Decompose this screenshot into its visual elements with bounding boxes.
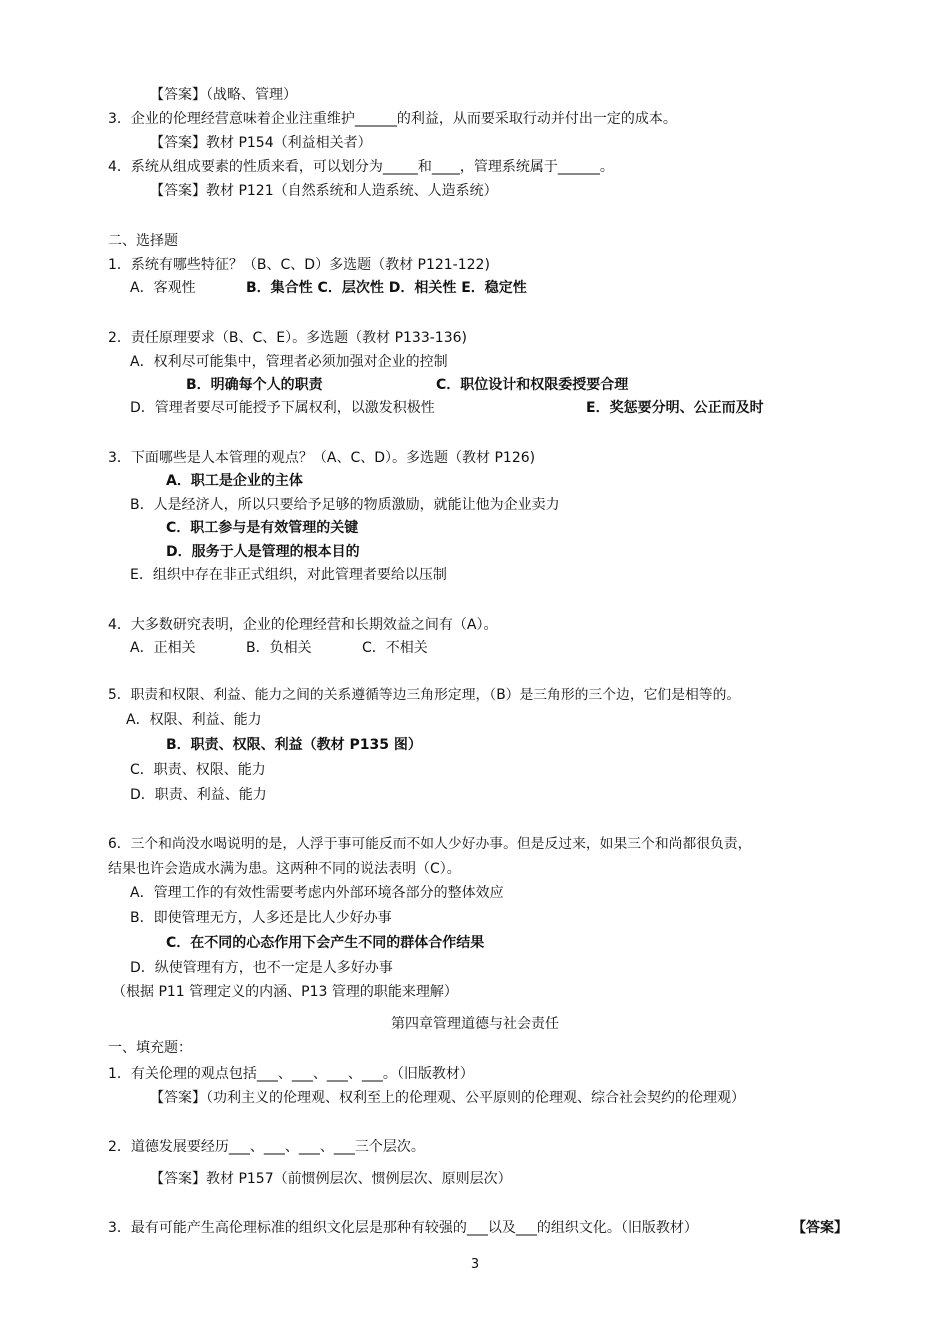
question-line: 3．最有可能产生高伦理标准的组织文化层是那种有较强的___以及___的组织文化。（旧版教材）: [108, 1220, 698, 1236]
option-line: D．职责、利益、能力: [130, 787, 267, 803]
question-line: 3．企业的伦理经营意味着企业注重维护______的利益，从而要采取行动并付出一定的成本。: [108, 111, 677, 127]
chapter-title: 第四章管理道德与社会责任: [391, 1016, 559, 1032]
option-line: C．职责、权限、能力: [130, 762, 266, 778]
answer-line: 【答案】教材 P154（利益相关者）: [150, 135, 372, 151]
option-line: A．客观性: [130, 280, 196, 296]
option-line: B．职责、权限、利益（教材 P135 图）: [166, 737, 422, 753]
option-line: B．集合性 C．层次性 D．相关性 E．稳定性: [246, 280, 527, 296]
answer-line: 【答案】（功利主义的伦理观、权利至上的伦理观、公平原则的伦理观、综合社会契约的伦理观）: [150, 1090, 745, 1106]
option-line: C．不相关: [362, 640, 428, 656]
option-line: E．组织中存在非正式组织，对此管理者要给以压制: [130, 567, 447, 583]
option-line: B．负相关: [246, 640, 312, 656]
question-line: 4．大多数研究表明，企业的伦理经营和长期效益之间有（A）。: [108, 617, 498, 633]
option-line: B．人是经济人，所以只要给予足够的物质激励，就能让他为企业卖力: [130, 497, 560, 513]
question-line: 结果也许会造成水满为患。这两种不同的说法表明（C）。: [108, 861, 461, 877]
option-line: B．即使管理无方，人多还是比人少好办事: [130, 910, 392, 926]
answer-label: 【答案】: [792, 1220, 848, 1236]
option-line: A．权利尽可能集中，管理者必须加强对企业的控制: [130, 354, 448, 370]
option-line: C．在不同的心态作用下会产生不同的群体合作结果: [166, 935, 485, 951]
answer-line: 【答案】教材 P157（前惯例层次、惯例层次、原则层次）: [150, 1171, 512, 1187]
answer-line: 【答案】（战略、管理）: [150, 87, 297, 103]
option-line: C．职位设计和权限委授要合理: [436, 377, 629, 393]
option-line: D．纵使管理有方，也不一定是人多好办事: [130, 960, 393, 976]
question-line: 2．道德发展要经历___、___、___、___三个层次。: [108, 1139, 425, 1155]
option-line: A．权限、利益、能力: [126, 712, 262, 728]
answer-line: 【答案】教材 P121（自然系统和人造系统、人造系统）: [150, 183, 498, 199]
question-line: 4．系统从组成要素的性质来看，可以划分为_____和____，管理系统属于______。: [108, 159, 614, 175]
option-line: D．管理者要尽可能授予下属权利，以激发积极性: [130, 400, 435, 416]
option-line: C．职工参与是有效管理的关键: [166, 520, 359, 536]
question-line: 5．职责和权限、利益、能力之间的关系遵循等边三角形定理，（B）是三角形的三个边，它们是相等的。: [108, 687, 741, 703]
page-number: 3: [470, 1257, 480, 1272]
section-heading: 一、填充题：: [108, 1040, 192, 1056]
question-line: 1．有关伦理的观点包括___、___、___、___。（旧版教材）: [108, 1066, 474, 1082]
note-line: （根据 P11 管理定义的内涵、P13 管理的职能来理解）: [112, 984, 458, 1000]
question-line: 1．系统有哪些特征？（B、C、D）多选题（教材 P121-122): [108, 257, 490, 273]
option-line: D．服务于人是管理的根本目的: [166, 544, 360, 560]
option-line: E．奖惩要分明、公正而及时: [586, 400, 764, 416]
question-line: 3．下面哪些是人本管理的观点？（A、C、D）。多选题（教材 P126): [108, 450, 536, 466]
option-line: B．明确每个人的职责: [186, 377, 323, 393]
section-heading: 二、选择题: [108, 233, 178, 249]
question-line: 6．三个和尚没水喝说明的是，人浮于事可能反而不如人少好办事。但是反过来，如果三个和尚都很负责，: [108, 836, 752, 852]
option-line: A．职工是企业的主体: [166, 473, 303, 489]
option-line: A．管理工作的有效性需要考虑内外部环境各部分的整体效应: [130, 885, 504, 901]
question-line: 2．责任原理要求（B、C、E）。多选题（教材 P133-136): [108, 330, 467, 346]
option-line: A．正相关: [130, 640, 196, 656]
